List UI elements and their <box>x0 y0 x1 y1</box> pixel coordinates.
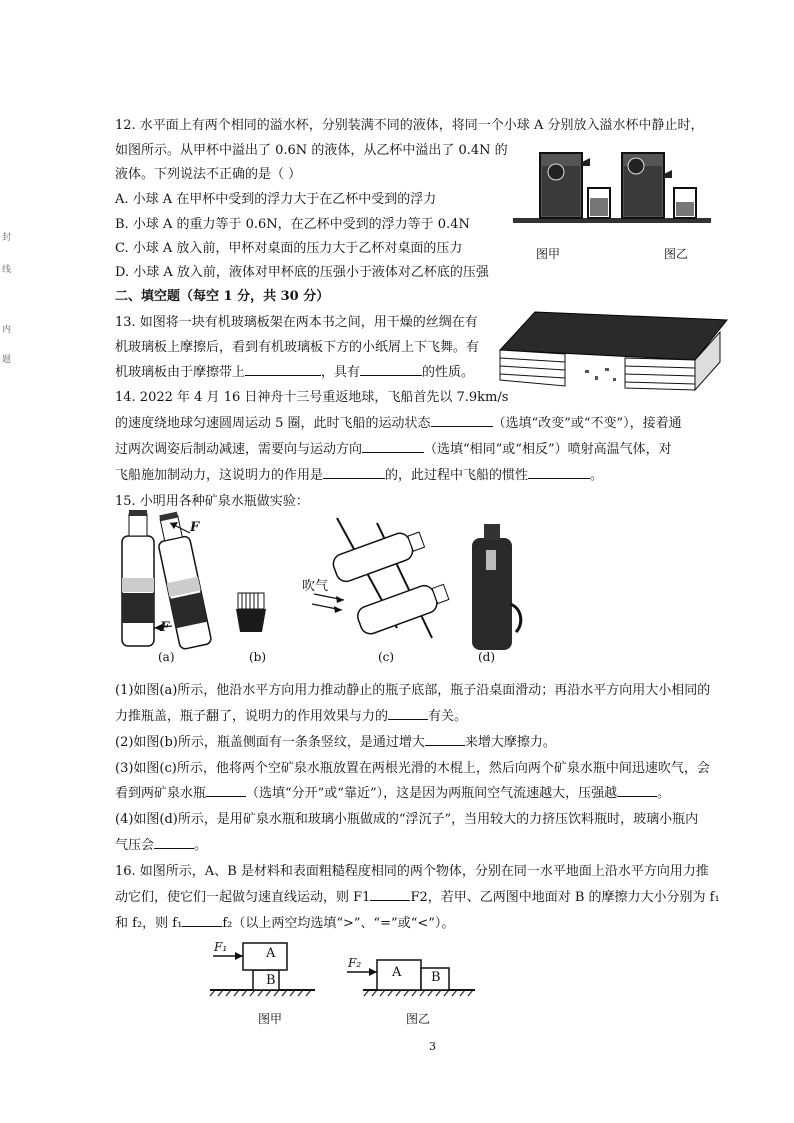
answer-blank[interactable] <box>431 414 493 427</box>
q16-fig-label-left: 图甲 <box>258 1012 283 1026</box>
figure-yi-side-by-side <box>347 960 475 996</box>
fig-label-b: (b) <box>249 650 267 664</box>
fig-label-d: (d) <box>478 650 496 664</box>
q15-part1-line1: (1)如图(a)所示，他沿水平方向用力推动静止的瓶子底部，瓶子沿桌面滑动；再沿水平方向用大小相同的 <box>115 683 711 698</box>
section-heading: 二、填空题（每空 1 分，共 30 分） <box>115 289 330 304</box>
q15-text-f: （选填“分开”或“靠近”），这是因为两瓶间空气流速越大，压强越 <box>246 786 618 801</box>
q15-text-d: 来增大摩擦力。 <box>464 735 556 750</box>
overflow-cups-figure <box>510 148 715 226</box>
q15-part3-line2 <box>115 782 670 801</box>
q14-line1: 14. 2022 年 4 月 16 日神舟十三号重返地球，飞船首先以 7.9km/s <box>115 390 509 405</box>
q13-line2: 机玻璃板上摩擦后，看到有机玻璃板下方的小纸屑上下飞舞。有 <box>115 340 480 355</box>
margin-mark: 题 <box>2 355 12 365</box>
q16-line3 <box>115 912 454 931</box>
force-label-f-bottom: F <box>160 620 170 635</box>
block-b-label-jia: B <box>266 973 276 988</box>
blow-label: 吹气 <box>302 579 329 594</box>
q14-text-a: 的速度绕地球匀速圆周运动 5 圈，此时飞船的运动状态 <box>115 416 431 431</box>
q15-text-g: 。 <box>657 786 671 801</box>
q16-line2 <box>115 886 720 905</box>
q15-text-i: 。 <box>194 838 208 853</box>
answer-blank[interactable] <box>360 363 422 376</box>
q12-option-c: C. 小球 A 放入前，甲杯对桌面的压力大于乙杯对桌面的压力 <box>115 241 463 256</box>
q15-text-b: 有关。 <box>428 709 468 724</box>
blocks-figure <box>205 938 485 1000</box>
q13-line3 <box>115 361 474 380</box>
force-label-f1: F₁ <box>214 940 228 954</box>
q14-text-g: 。 <box>590 468 604 483</box>
q12-line3: 液体。下列说法不正确的是（ ） <box>115 167 302 182</box>
q12-option-d: D. 小球 A 放入前，液体对甲杯底的压强小于液体对乙杯底的压强 <box>115 265 489 280</box>
q15-text-e: 看到两矿泉水瓶 <box>115 786 207 801</box>
answer-blank[interactable] <box>154 836 194 849</box>
q13-text-b: ，具有 <box>321 365 361 380</box>
force-label-f-top: F <box>190 520 200 535</box>
fig-label-a: (a) <box>158 650 175 664</box>
q16-text-c: 和 f₂，则 f₁ <box>115 916 183 931</box>
margin-mark: 封 <box>2 233 12 243</box>
force-label-f2: F₂ <box>348 956 362 970</box>
q14-text-f: 的，此过程中飞船的惯性 <box>385 468 529 483</box>
q16-text-b: F2，若甲、乙两图中地面对 B 的摩擦力大小分别为 f₁ <box>410 890 720 905</box>
q16-line1: 16. 如图所示，A、B 是材料和表面粗糙程度相同的两个物体，分别在同一水平地面上沿水平方向用力推 <box>115 864 709 879</box>
answer-blank[interactable] <box>528 466 590 479</box>
q16-text-d: f₂（以上两空均选填“>”、“=”或“<”）。 <box>222 916 455 931</box>
q12-line2: 如图所示。从甲杯中溢出了 0.6N 的液体，从乙杯中溢出了 0.4N 的 <box>115 143 508 158</box>
answer-blank[interactable] <box>362 440 424 453</box>
answer-blank[interactable] <box>323 466 385 479</box>
figure-d-diver-bottle <box>472 524 521 650</box>
q14-line4 <box>115 464 603 483</box>
q16-text-a: 动它们，使它们一起做匀速直线运动，则 F1 <box>115 890 371 905</box>
q14-line2 <box>115 412 682 431</box>
glass-plate-books-figure <box>495 310 730 392</box>
q14-text-e: 飞船施加制动力，这说明力的作用是 <box>115 468 324 483</box>
answer-blank[interactable] <box>425 733 465 746</box>
q16-fig-label-right: 图乙 <box>406 1012 431 1026</box>
block-a-label-yi: A <box>392 965 402 980</box>
margin-mark: 线 <box>2 265 12 275</box>
q15-text-a: 力推瓶盖，瓶子翻了，说明力的作用效果与力的 <box>115 709 389 724</box>
figure-b-cap <box>236 593 266 632</box>
answer-blank[interactable] <box>245 363 321 376</box>
q15-intro: 15. 小明用各种矿泉水瓶做实验： <box>115 494 309 509</box>
q14-text-d: （选填“相同”或“相反”）喷射高温气体，对 <box>424 442 672 457</box>
page-number: 3 <box>429 1040 436 1053</box>
q14-text-c: 过两次调姿后制动减速，需要向与运动方向 <box>115 442 363 457</box>
block-b-label-yi: B <box>431 970 441 985</box>
q15-text-c: (2)如图(b)所示，瓶盖侧面有一条条竖纹，是通过增大 <box>115 735 425 750</box>
answer-blank[interactable] <box>370 888 410 901</box>
q14-text-b: （选填“改变”或“不变”），接着通 <box>492 416 682 431</box>
q13-line1: 13. 如图将一块有机玻璃板架在两本书之间，用干燥的丝绸在有 <box>115 315 478 330</box>
block-a-label-jia: A <box>266 946 276 961</box>
q14-line3 <box>115 438 672 457</box>
q12-fig-label-left: 图甲 <box>536 247 561 261</box>
q13-text-c: 的性质。 <box>422 365 475 380</box>
answer-blank[interactable] <box>388 707 428 720</box>
answer-blank[interactable] <box>182 914 222 927</box>
q15-part2 <box>115 731 556 750</box>
q12-option-a: A. 小球 A 在甲杯中受到的浮力大于在乙杯中受到的浮力 <box>115 192 437 207</box>
q15-part4-line2 <box>115 834 207 853</box>
answer-blank[interactable] <box>617 784 657 797</box>
q15-part1-line2 <box>115 705 467 724</box>
q12-fig-label-right: 图乙 <box>664 247 689 261</box>
fig-label-c: (c) <box>378 650 395 664</box>
margin-mark: 内 <box>2 325 12 335</box>
q13-text-a: 机玻璃板由于摩擦带上 <box>115 365 246 380</box>
q15-text-h: 气压会 <box>115 838 155 853</box>
q12-line1: 12. 水平面上有两个相同的溢水杯，分别装满不同的液体，将同一个小球 A 分别放入溢水杯中静止时， <box>115 118 704 133</box>
answer-blank[interactable] <box>206 784 246 797</box>
q15-part4-line1: (4)如图(d)所示，是用矿泉水瓶和玻璃小瓶做成的“浮沉子”，当用较大的力挤压饮料瓶时，玻璃小瓶内 <box>115 812 699 827</box>
q15-part3-line1: (3)如图(c)所示，他将两个空矿泉水瓶放置在两根光滑的木棍上，然后向两个矿泉水瓶中间迅速吹气，会 <box>115 761 710 776</box>
q12-option-b: B. 小球 A 的重力等于 0.6N，在乙杯中受到的浮力等于 0.4N <box>115 217 470 232</box>
figure-c-bottles-on-sticks <box>312 518 451 638</box>
